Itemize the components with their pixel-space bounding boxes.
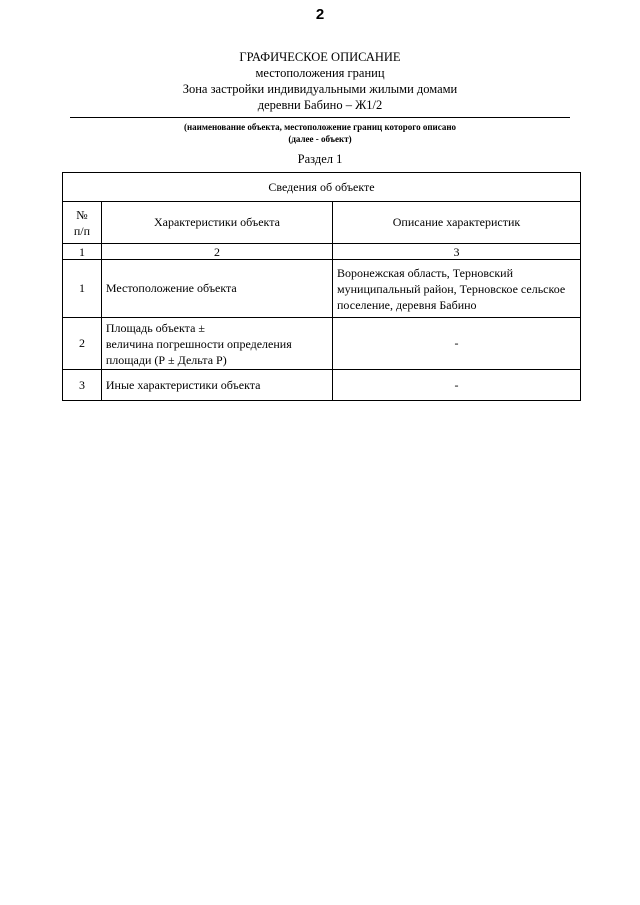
header-line-3: Зона застройки индивидуальными жилыми домами [182, 82, 458, 96]
index-cell: 2 [101, 244, 332, 260]
table-title-row [63, 173, 581, 202]
table-header-row [63, 202, 581, 244]
index-cell: 1 [63, 244, 102, 260]
row-num: 1 [63, 260, 102, 318]
row-characteristic: Местоположение объекта [101, 260, 332, 318]
row-characteristic-line-1: Площадь объекта ± [105, 320, 205, 335]
row-description: Воронежская область, Терновский муниципальный район, Терновское сельское поселение, деревня Бабино [333, 260, 581, 318]
header-num [63, 202, 102, 244]
index-cell: 3 [333, 244, 581, 260]
table-row [63, 370, 581, 401]
header-divider [70, 117, 570, 118]
row-description: - [333, 370, 581, 401]
header-line-2: местоположения границ [255, 66, 385, 80]
row-characteristic-line-2: величина погрешности определения площади (Р ± Дельта Р) [105, 336, 292, 367]
table-row [63, 260, 581, 318]
row-characteristic [101, 318, 332, 370]
document-title: ГРАФИЧЕСКОЕ ОПИСАНИЕ [239, 50, 401, 64]
section-title: Раздел 1 [297, 152, 343, 166]
row-num: 2 [63, 318, 102, 370]
document-header [0, 49, 640, 113]
header-num-line-2: п/п [73, 223, 91, 238]
row-characteristic: Иные характеристики объекта [101, 370, 332, 401]
table-title: Сведения об объекте [63, 173, 581, 202]
table-index-row [63, 244, 581, 260]
page-number: 2 [315, 6, 325, 23]
header-line-4: деревни Бабино – Ж1/2 [257, 98, 383, 112]
caption-line-2: (далее - объект) [288, 134, 352, 144]
header-characteristics: Характеристики объекта [101, 202, 332, 244]
header-num-line-1: № [76, 207, 88, 222]
table-row [63, 318, 581, 370]
header-description: Описание характеристик [333, 202, 581, 244]
row-description: - [333, 318, 581, 370]
object-info-table [62, 172, 581, 401]
row-num: 3 [63, 370, 102, 401]
caption-line-1: (наименование объекта, местоположение границ которого описано [183, 122, 457, 132]
header-caption [0, 121, 640, 145]
